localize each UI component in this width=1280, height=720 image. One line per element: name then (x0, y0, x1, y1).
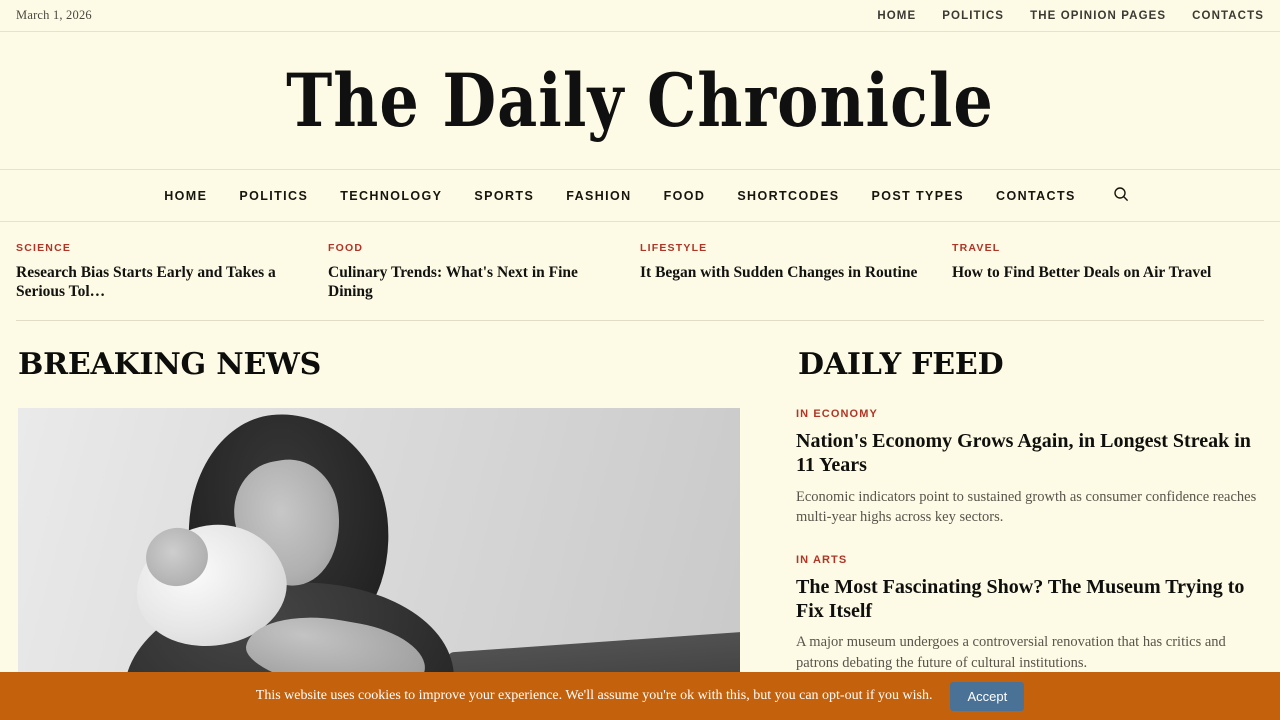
teaser-travel[interactable] (952, 242, 1264, 302)
utility-nav (877, 10, 1264, 22)
teaser-headline[interactable]: Culinary Trends: What's Next in Fine Dining (328, 264, 578, 301)
content-columns (0, 321, 1280, 708)
nav-item-fashion[interactable]: FASHION (566, 188, 632, 203)
nav-item-technology[interactable]: TECHNOLOGY (340, 188, 443, 203)
teaser-category: SCIENCE (16, 242, 72, 254)
search-icon (1113, 186, 1129, 205)
primary-nav (0, 170, 1280, 222)
category-teaser-strip (0, 222, 1280, 302)
nav-item-food[interactable]: FOOD (663, 188, 706, 203)
breaking-news-section (16, 347, 760, 708)
feed-item-headline[interactable]: Nation's Economy Grows Again, in Longest Streak in 11 Years (796, 429, 1251, 477)
cookie-consent-message: This website uses cookies to improve your experience. We'll assume you're ok with this, but you can opt-out if you wish. (255, 688, 933, 703)
teaser-science[interactable] (16, 242, 328, 302)
nav-item-home[interactable]: HOME (164, 188, 208, 203)
utility-nav-item-opinion[interactable]: THE OPINION PAGES (1030, 9, 1167, 22)
nav-item-sports[interactable]: SPORTS (474, 188, 535, 203)
nav-item-shortcodes[interactable]: SHORTCODES (737, 188, 840, 203)
feed-item-summary: A major museum undergoes a controversial renovation that has critics and patrons debating the future of cultural institutions. (796, 634, 1226, 672)
cookie-consent-bar (0, 672, 1280, 720)
current-date: March 1, 2026 (16, 8, 92, 22)
feed-item-headline[interactable]: The Most Fascinating Show? The Museum Trying to Fix Itself (796, 575, 1245, 623)
breaking-news-heading: BREAKING NEWS (18, 346, 322, 382)
teaser-category: FOOD (328, 242, 364, 254)
teaser-food[interactable] (328, 242, 640, 302)
teaser-category: TRAVEL (952, 242, 1001, 254)
utility-nav-item-contacts[interactable]: CONTACTS (1192, 9, 1264, 22)
nav-item-post-types[interactable]: POST TYPES (871, 188, 965, 203)
utility-nav-item-politics[interactable]: POLITICS (942, 9, 1005, 22)
feed-item-arts[interactable] (796, 554, 1264, 674)
daily-feed-heading: DAILY FEED (798, 346, 1004, 382)
utility-nav-item-home[interactable]: HOME (877, 9, 917, 22)
cookie-accept-button[interactable]: Accept (950, 682, 1024, 711)
teaser-headline[interactable]: How to Find Better Deals on Air Travel (952, 264, 1212, 281)
masthead (0, 32, 1280, 170)
teaser-headline[interactable]: Research Bias Starts Early and Takes a Serious Tol… (16, 264, 276, 301)
feed-item-category[interactable]: IN ARTS (796, 553, 848, 566)
utility-bar (0, 0, 1280, 32)
teaser-headline[interactable]: It Began with Sudden Changes in Routine (640, 264, 918, 281)
feed-item-economy[interactable] (796, 408, 1264, 528)
daily-feed-section (796, 347, 1264, 708)
site-title[interactable]: The Daily Chronicle (286, 56, 994, 143)
nav-item-politics[interactable]: POLITICS (239, 188, 309, 203)
feed-item-category[interactable]: IN ECONOMY (796, 407, 878, 420)
feed-item-summary: Economic indicators point to sustained growth as consumer confidence reaches multi-year highs across key sectors. (796, 488, 1257, 526)
teaser-lifestyle[interactable] (640, 242, 952, 302)
breaking-news-photo[interactable] (18, 408, 740, 708)
nav-item-contacts[interactable]: CONTACTS (996, 188, 1076, 203)
teaser-category: LIFESTYLE (640, 242, 708, 254)
search-button[interactable] (1110, 185, 1132, 207)
